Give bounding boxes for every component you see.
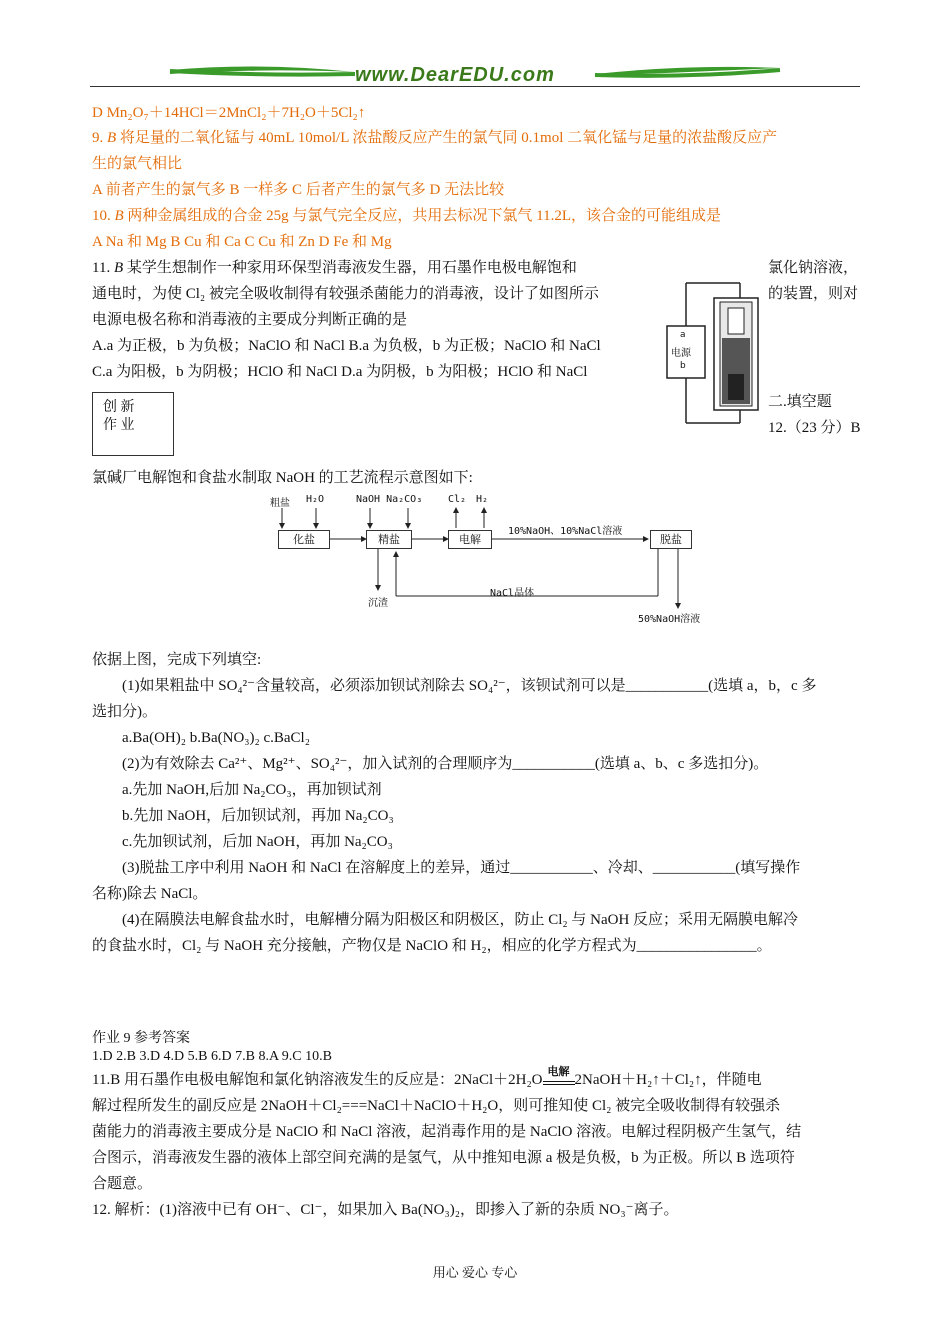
device-label-a: a <box>680 330 686 340</box>
fill-q2-option-a: a.先加 NaOH,后加 Na₂CO₃，再加钡试剂 <box>122 782 382 798</box>
q11-options-ab: A.a 为正极，b 为负极；NaClO 和 NaCl B.a 为负极，b 为正极；NaClO 和 NaCl <box>92 338 601 354</box>
input-reagents: NaOH Na₂CO₃ <box>356 494 423 505</box>
step-refine: 精盐 <box>366 530 412 549</box>
q11-answer: B <box>113 260 124 276</box>
fill-q4-line2: 的食盐水时，Cl₂ 与 NaOH 充分接触，产物仅是 NaClO 和 H₂，相应的化学方程式为________________。 <box>92 938 772 954</box>
fill-q3-line2: 名称)除去 NaCl。 <box>92 886 208 902</box>
step-dissolve: 化盐 <box>278 530 330 549</box>
answer11-line1 <box>92 1066 762 1090</box>
fill-q4-line1: (4)在隔膜法电解食盐水时，电解槽分隔为阳极区和阴极区，防止 Cl₂ 与 NaOH 反应；采用无隔膜电解冷 <box>122 912 799 928</box>
output-naoh-solution: 50%NaOH溶液 <box>638 614 701 625</box>
q11-line2: 通电时，为使 Cl₂ 被完全吸收制得有较强杀菌能力的消毒液，设计了如图所示 <box>92 286 599 302</box>
q8-option-d: D Mn₂O₇＋14HCl＝2MnCl₂＋7H₂O＋5Cl₂↑ <box>92 105 366 121</box>
q10-question <box>92 206 721 226</box>
input-water: H₂O <box>306 494 325 505</box>
q9-number: 9. <box>92 130 104 146</box>
q10-text: 两种金属组成的合金 25g 与氯气完全反应，共用去标况下氯气 11.2L，该合金的可能组成是 <box>127 208 722 224</box>
condition-label: 电解 <box>547 1066 570 1078</box>
q11-line1 <box>92 258 577 278</box>
q11-line1-right: 氯化钠溶液， <box>768 260 859 276</box>
step-desalt: 脱盐 <box>650 530 692 549</box>
fill-lead: 依据上图，完成下列填空: <box>92 652 262 668</box>
q11-number: 11. <box>92 260 111 276</box>
stream-naoh-nacl: 10%NaOH、10%NaCl溶液 <box>508 526 623 537</box>
stream-nacl-crystal: NaCl晶体 <box>490 588 535 599</box>
answer12-line1: 12. 解析：(1)溶液中已有 OH⁻、Cl⁻，如果加入 Ba(NO₃)₂，即掺入了新的杂质 NO₃⁻离子。 <box>92 1202 679 1218</box>
flow-intro: 氯碱厂电解饱和食盐水制取 NaOH 的工艺流程示意图如下: <box>92 470 473 486</box>
q9-line1 <box>92 128 777 148</box>
answer11-text1b: 2NaOH＋H₂↑＋Cl₂↑，伴随电 <box>574 1072 762 1088</box>
q12-heading: 12.（23 分）B <box>768 420 861 436</box>
page-footer: 用心 爱心 专心 <box>432 1265 518 1280</box>
output-hydrogen: H₂ <box>476 494 489 505</box>
process-flow-diagram <box>268 490 728 628</box>
q10-answer: B <box>114 208 124 224</box>
q11-options-cd: C.a 为阳极，b 为阴极；HClO 和 NaCl D.a 为阴极，b 为阳极；HClO 和 NaCl <box>92 364 588 380</box>
fill-q1-options: a.Ba(OH)₂ b.Ba(NO₃)₂ c.BaCl₂ <box>122 730 310 746</box>
step-electrolysis: 电解 <box>448 530 492 549</box>
answer11-line3: 菌能力的消毒液主要成分是 NaClO 和 NaCl 溶液，起消毒作用的是 NaClO 溶液。电解过程阴极产生氢气，结 <box>92 1124 802 1140</box>
q9-text: 将足量的二氧化锰与 40mL 10mol/L 浓盐酸反应产生的氯气同 0.1mol 二氧化锰与足量的浓盐酸反应产 <box>119 130 778 146</box>
fill-q1-line2: 选扣分)。 <box>92 704 157 720</box>
innovation-stamp <box>92 392 174 456</box>
answer11-line2: 解过程所发生的副反应是 2NaOH＋Cl₂===NaCl＋NaClO＋H₂O，则可推知使 Cl₂ 被完全吸收制得有较强杀 <box>92 1098 781 1114</box>
q9-answer: B <box>107 130 117 146</box>
fill-q2-option-c: c.先加钡试剂，后加 NaOH，再加 Na₂CO₃ <box>122 834 393 850</box>
q10-options: A Na 和 Mg B Cu 和 Ca C Cu 和 Zn D Fe 和 Mg <box>92 234 392 250</box>
fill-q2: (2)为有效除去 Ca²⁺、Mg²⁺、SO₄²⁻，加入试剂的合理顺序为___________(选填 a、b、c 多选扣分)。 <box>122 756 769 772</box>
flow-arrows-icon <box>268 490 728 628</box>
device-label-power: 电源 <box>671 348 691 359</box>
stamp-line2: 作 业 <box>103 418 135 433</box>
electrolysis-condition <box>543 1066 575 1090</box>
answers-list: 1.D 2.B 3.D 4.D 5.B 6.D 7.B 8.A 9.C 10.B <box>92 1049 332 1064</box>
answer11-text1: 11.B 用石墨作电极电解饱和氯化钠溶液发生的反应是：2NaCl＋2H₂O <box>92 1072 543 1088</box>
fill-q2-option-b: b.先加 NaOH，后加钡试剂，再加 Na₂CO₃ <box>122 808 394 824</box>
q11-line2-right: 的装置，则对 <box>768 286 859 302</box>
output-residue: 沉渣 <box>368 598 388 609</box>
fill-q1-line1: (1)如果粗盐中 SO₄²⁻含量较高，必须添加钡试剂除去 SO₄²⁻，该钡试剂可以是___________(选填 a，b，c 多 <box>122 678 817 694</box>
output-chlorine: Cl₂ <box>448 494 467 505</box>
disinfectant-device-figure <box>662 278 762 428</box>
q9-options: A 前者产生的氯气多 B 一样多 C 后者产生的氯气多 D 无法比较 <box>92 182 505 198</box>
site-logo[interactable]: www.DearEDU.com <box>355 64 555 86</box>
q9-line2: 生的氯气相比 <box>92 156 183 172</box>
answer11-line5: 合题意。 <box>92 1176 153 1192</box>
answers-title: 作业 9 参考答案 <box>92 1031 190 1046</box>
q11-text1: 某学生想制作一种家用环保型消毒液发生器，用石墨作电极电解饱和 <box>126 260 577 276</box>
section-fill-blank: 二.填空题 <box>768 394 832 410</box>
input-crude-salt: 粗盐 <box>270 498 290 509</box>
header-rule <box>90 86 860 87</box>
answer11-line4: 合图示，消毒液发生器的液体上部空间充满的是氢气，从中推知电源 a 极是负极，b 为正极。所以 B 选项符 <box>92 1150 795 1166</box>
stamp-line1: 创 新 <box>103 400 135 415</box>
q10-number: 10. <box>92 208 111 224</box>
q11-line3: 电源电极名称和消毒液的主要成分判断正确的是 <box>92 312 408 328</box>
device-label-b: b <box>680 361 686 371</box>
fill-q3-line1: (3)脱盐工序中利用 NaOH 和 NaCl 在溶解度上的差异，通过___________、冷却、___________(填写操作 <box>122 860 801 876</box>
